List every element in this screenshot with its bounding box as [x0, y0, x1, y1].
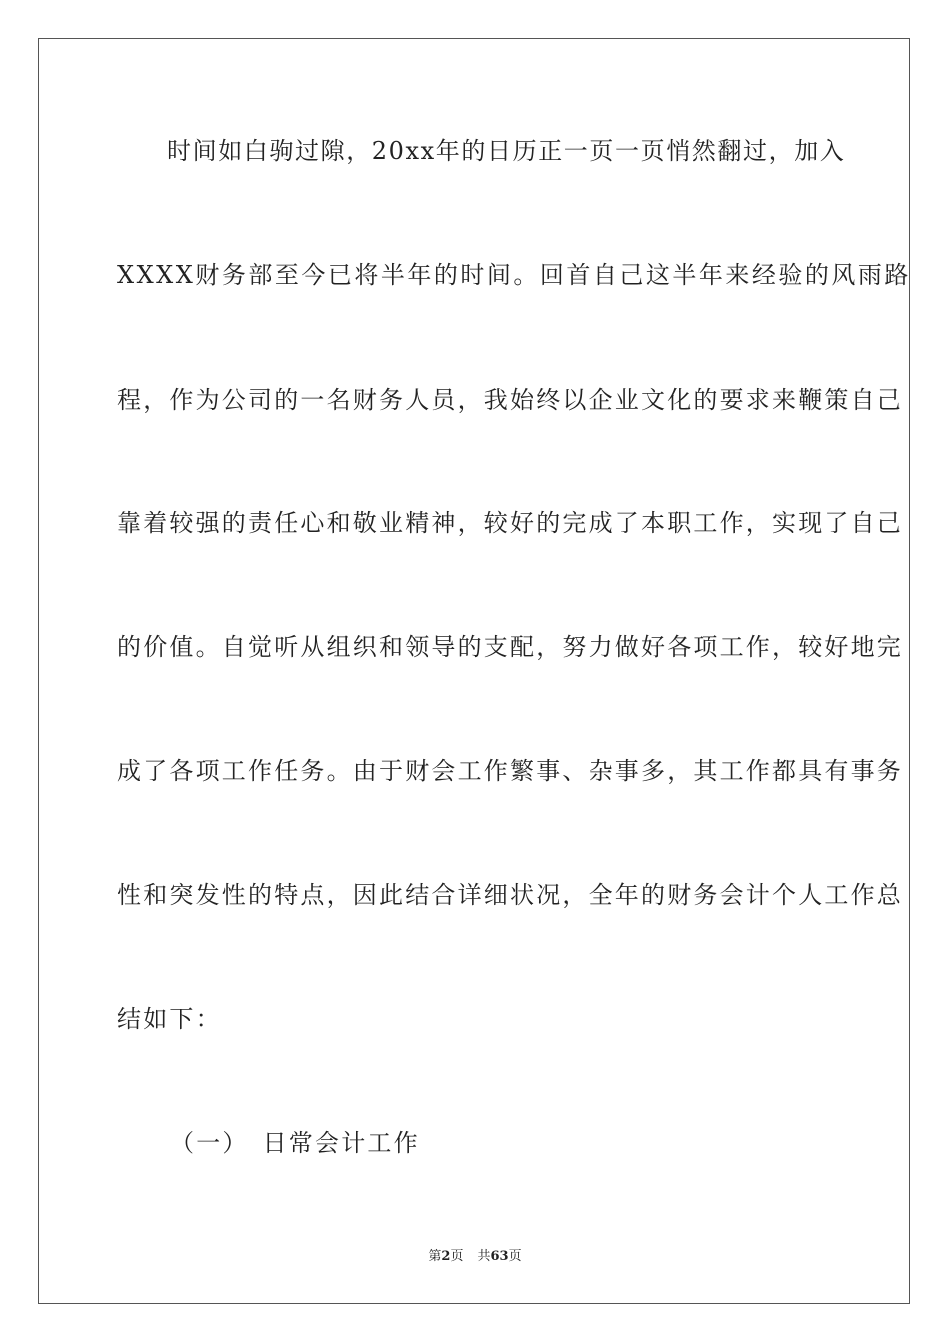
section-title: 日常会计工作 [262, 1129, 420, 1157]
paragraph-line: XXXX财务部至今已将半年的时间。回首自己这半年来经验的风雨路 [117, 261, 911, 289]
paragraph-line: 的价值。自觉听从组织和领导的支配，努力做好各项工作，较好地完 [117, 633, 903, 661]
page-suffix: 页 [450, 1249, 464, 1264]
paragraph-line: 时间如白驹过隙，20xx年的日历正一页一页悄然翻过，加入 [167, 137, 846, 165]
section-marker: （一） [170, 1129, 249, 1157]
paragraph-line: 成了各项工作任务。由于财会工作繁事、杂事多，其工作都具有事务 [117, 757, 903, 785]
paragraph-line: 靠着较强的责任心和敬业精神，较好的完成了本职工作，实现了自己 [117, 509, 903, 537]
total-pages: 63 [490, 1249, 509, 1264]
paragraph-line: 性和突发性的特点，因此结合详细状况，全年的财务会计个人工作总 [117, 881, 903, 909]
page-border [38, 38, 910, 1304]
total-suffix: 页 [508, 1249, 522, 1264]
page-footer [0, 1248, 950, 1266]
paragraph-line: 结如下： [117, 1005, 222, 1033]
paragraph-line: 程，作为公司的一名财务人员，我始终以企业文化的要求来鞭策自己 [117, 386, 903, 414]
page-number: 2 [441, 1249, 451, 1264]
page-prefix: 第 [428, 1249, 442, 1264]
total-prefix: 共 [477, 1249, 491, 1264]
section-heading [170, 1128, 420, 1158]
